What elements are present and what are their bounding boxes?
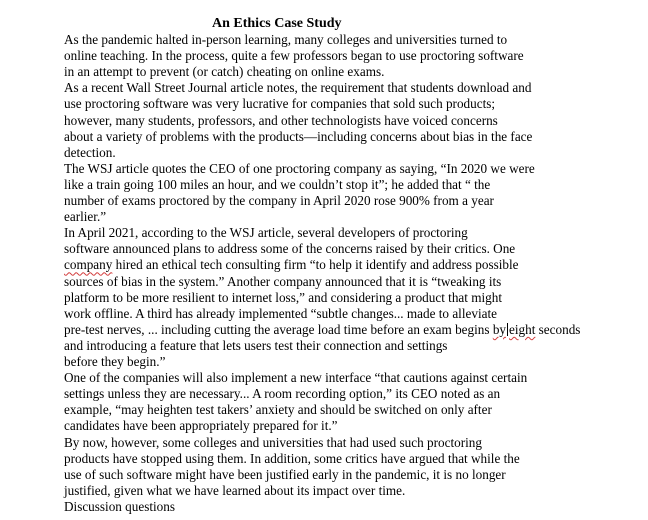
text-line: use proctoring software was very lucrative for companies that sold such products; [64,96,496,112]
text-line: justified, given what we have learned about its impact over time. [64,482,406,498]
text-line: By now, however, some colleges and universities that had used such proctoring [64,434,482,450]
text-line: sources of bias in the system.” Another company announced that it is “tweaking its [64,273,502,289]
text-line: software announced plans to address some of the concerns raised by their critics. One [64,241,516,257]
text-line: pre-test nerves, ... including cutting the average load time before an exam begins by eight seconds [64,321,581,337]
text-cursor [507,323,508,336]
text-line: platform to be more resilient to internet loss,” and considering a product that might [64,289,503,305]
text-line: The WSJ article quotes the CEO of one proctoring company as saying, “In 2020 we were [64,160,535,176]
spellcheck-underline: by eight [492,321,536,337]
text-line: candidates have been appropriately prepared for it.” [64,418,338,434]
text-line: use of such software might have been justified early in the pandemic, it is no longer [64,466,506,482]
spellcheck-underline: company [64,257,113,273]
text-line: settings unless they are necessary... A room recording option,” its CEO noted as an [64,386,501,402]
text-line: number of exams proctored by the company in April 2020 rose 900% from a year [64,193,494,208]
text-line: Discussion questions [64,498,175,514]
text-line: As a recent Wall Street Journal article notes, the requirement that students download and [64,80,532,96]
text-line: online teaching. In the process, quite a few professors began to use proctoring software [64,48,524,64]
text-line: work offline. A third has already implemented “subtle changes... made to alleviate [64,305,497,321]
text-line: like a train going 100 miles an hour, and we couldn’t stop it”; he added that “ the [64,176,491,192]
text-line: example, “may heighten test takers’ anxiety and should be switched on only after [64,402,492,418]
text-line: One of the companies will also implement a new interface “that cautions against certain [64,370,528,386]
text-line: company hired an ethical tech consulting firm “to help it identify and address possible [64,257,519,273]
text-line: in an attempt to prevent (or catch) cheating on online exams. [64,64,385,80]
document-title: An Ethics Case Study [212,16,342,31]
text-line: before they begin.” [64,354,166,369]
text-line: about a variety of problems with the products—including concerns about bias in the face [64,128,533,144]
text-line: earlier.” [64,209,107,225]
text-line: and introducing a feature that lets users test their connection and settings [64,337,448,353]
text-line: detection. [64,144,116,160]
text-line: however, many students, professors, and other technologists have voiced concerns [64,112,498,128]
text-line: In April 2021, according to the WSJ article, several developers of proctoring [64,225,468,241]
text-line: products have stopped using them. In addition, some critics have argued that while the [64,450,520,466]
text-line: As the pandemic halted in-person learning, many colleges and universities turned to [64,32,508,47]
